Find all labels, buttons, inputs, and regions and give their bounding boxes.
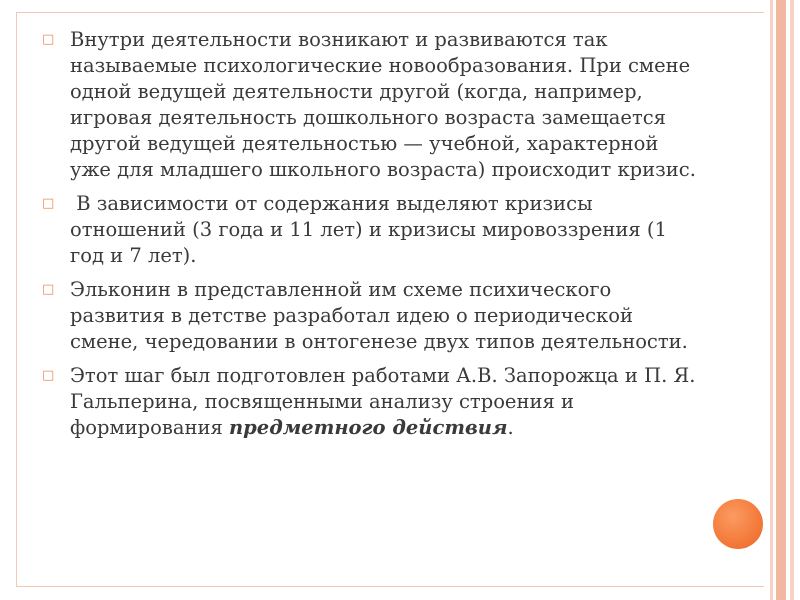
bullet-item [40, 277, 700, 355]
bullet-text: В зависимости от содержания выделяют кризисы отношений (3 года и 11 лет) и кризисы мировоззрения (1 год и 7 лет). [70, 192, 674, 267]
bullet-item [40, 363, 700, 441]
bullet-item [40, 191, 700, 269]
frame-top [0, 0, 800, 10]
decorative-orange-circle [713, 499, 763, 549]
bullet-text [70, 364, 695, 439]
hollow-square-bullet-icon: □ [42, 32, 55, 47]
frame-bottom [0, 588, 800, 600]
bullet-text-start: Этот шаг был подготовлен работами А.В. Запорожца и П. Я. Гальперина, посвященными анализу строения и формирования [70, 364, 696, 439]
slide-body [40, 27, 700, 449]
decorative-right-band [764, 0, 800, 600]
hollow-square-bullet-icon: □ [42, 368, 55, 383]
border-line-bottom [16, 586, 780, 587]
emphasized-term: предметного действия [228, 416, 508, 439]
border-line-left [16, 12, 17, 587]
bullet-text: Эльконин в представленной им схеме психического развития в детстве разработал идею о периодической смене, чередовании в онтогенезе двух типов деятельности. [70, 278, 688, 353]
bullet-text: Внутри деятельности возникают и развиваются так называемые психологические новообразования. При смене одной ведущей деятельности другой (когда, например, игровая деятельность дошкольного возраста замещается другой ведущей деятельностью — учебной, характерной уже для младшего школьного возраста) происходит кризис. [70, 28, 696, 181]
border-line-top [16, 12, 780, 13]
hollow-square-bullet-icon: □ [42, 196, 55, 211]
bullet-text-end: . [507, 416, 514, 439]
bullet-item [40, 27, 700, 183]
frame-left [0, 0, 16, 600]
hollow-square-bullet-icon: □ [42, 282, 55, 297]
